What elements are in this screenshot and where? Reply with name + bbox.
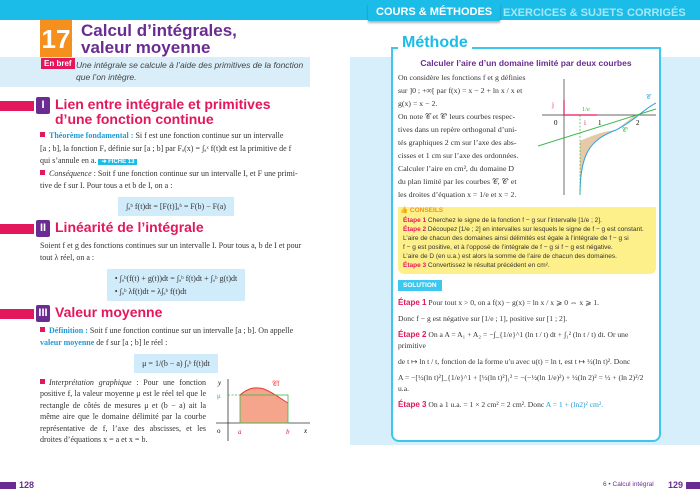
- bullet-icon: [40, 170, 45, 175]
- interpretation-paragraph: Interprétation graphique : Pour une fonction positive f, la valeur moyenne μ est le réel tel que le rectangle de côtés de mesures μ et (b − a) ait la même aire que le domaine délimité par la courbe représentative de f, l’axe des abscisses, et les droites d’équations x = a et x = b.: [40, 377, 206, 444]
- theorem-paragraph: Théorème fondamental : Si f est une fonction continue sur un intervalle [a ; b], la fonction Fₐ définie sur [a ; b] par Fₐ(x) = ∫ₐˣ f(t)dt est la primitive de f qui s’annule en a. ➔ FICHE 13 Conséquence : Soit f une fonction continue sur un intervalle I, et F une primi- tive de f sur I. Pour tous a et b de I, on a :: [40, 131, 298, 190]
- page-marker: [0, 482, 16, 489]
- curve-c-label: 𝒞: [646, 94, 651, 101]
- mu-label: μ: [217, 391, 221, 400]
- formula-box: ∫ₐᵇ f(t)dt = [F(t)]ₐᵇ = F(b) − F(a): [118, 197, 234, 216]
- fiche-link[interactable]: ➔ FICHE 13: [98, 159, 137, 165]
- method-statement: On considère les fonctions f et g définies sur ]0 ; +∞[ par f(x) = x − 2 + ln x / x et g(x) = x − 2. On note 𝒞 et 𝒞′ leurs courbes respec- tives dans un repère orthogonal d’uni- tés graphiques 2 cm sur l’axe des abs- cisses et 1 cm sur l’axe des ordonnées. Calculer l’aire en cm², du domaine D du plan limité par les courbes 𝒞, 𝒞′ et les droites d’équation x = 1/e et x = 2.: [398, 73, 526, 199]
- conseils-title: 👍 CONSEILS: [400, 207, 444, 214]
- page-number: 129: [668, 480, 684, 490]
- formula-box: • ∫ₐᵇ(f(t) + g(t))dt = ∫ₐᵇ f(t)dt + ∫ₐᵇ g(t)dt • ∫ₐᵇ λf(t)dt = λ∫ₐᵇ f(t)dt: [107, 269, 245, 301]
- section-title: Linéarité de l’intégrale: [55, 218, 204, 235]
- origin-label: o: [217, 426, 221, 435]
- tab-cours-methodes[interactable]: COURS & MÉTHODES: [368, 3, 500, 21]
- section-bar: [0, 224, 34, 234]
- inv-e-label: 1/e: [582, 106, 590, 113]
- mean-value-graph: [212, 377, 312, 443]
- bullet-icon: [40, 132, 45, 137]
- tick-2: 2: [636, 119, 640, 127]
- section-title: Lien entre intégrale et primitives d’une fonction continue: [55, 96, 271, 127]
- section-heading: [36, 97, 312, 127]
- method-content: [398, 71, 656, 410]
- method-subtitle: Calculer l’aire d’un domaine limité par deux courbes: [420, 58, 632, 68]
- section-number: II: [36, 220, 50, 237]
- thumbs-up-icon: 👍: [400, 207, 409, 214]
- curve-label: 𝒞f: [272, 379, 280, 388]
- section-bar: [0, 101, 34, 111]
- tab-corriges[interactable]: CORRIGÉS: [627, 7, 686, 19]
- x-label: x: [304, 426, 308, 435]
- bullet-icon: [40, 327, 45, 332]
- y-label: y: [218, 378, 222, 387]
- section-number: I: [36, 97, 50, 114]
- formula-box: μ = 1/(b − a) ∫ₐᵇ f(t)dt: [134, 354, 218, 373]
- section-heading: [36, 220, 312, 237]
- origin-label: 0: [554, 119, 558, 127]
- solution-tag: SOLUTION: [398, 280, 442, 291]
- linearity-paragraph: Soient f et g des fonctions continues sur un intervalle I. Pour tous a, b de I et pour tout λ réel, on a :: [40, 240, 302, 262]
- i-vector-label: i: [584, 119, 586, 127]
- tab-exercices-sujets[interactable]: EXERCICES & SUJETS: [503, 7, 624, 19]
- section-title: Valeur moyenne: [55, 303, 163, 320]
- method-title: Méthode: [398, 34, 472, 52]
- b-label: b: [286, 427, 290, 436]
- section-heading: [36, 305, 312, 322]
- left-column: [40, 93, 312, 446]
- en-bref-text: Une intégrale se calcule à l’aide des primitives de la fonction que l’on intègre.: [76, 60, 304, 82]
- page-number: 128: [19, 480, 35, 490]
- conseils-box: 👍 CONSEILS Étape 1 Cherchez le signe de la fonction f − g sur l’intervalle [1/e ; 2]. Étape 2 Découpez [1/e ; 2] en intervalles sur lesquels le signe de f − g est constant. L’aire de chacun des domaines ainsi délimités est égale à l’intégrale de f − g si f − g est positive, et à l’opposé de l’intégrale de f − g si f − g est négative. L’aire de D (en u.a.) est alors la somme de l’aire de chacun des domaines. Étape 3 Convertissez le résultat précédent en cm².: [398, 207, 656, 274]
- chapter-number: 17: [40, 20, 72, 58]
- footer-chapter: 6 • Calcul intégral: [603, 481, 654, 488]
- j-vector-label: j: [552, 101, 554, 109]
- definition-paragraph: Définition : Soit f une fonction continue sur un intervalle [a ; b]. On appelle valeur moyenne de f sur [a ; b] le réel :: [40, 325, 294, 347]
- section-bar: [0, 309, 34, 319]
- a-label: a: [238, 427, 242, 436]
- tick-1: 1: [598, 119, 602, 127]
- curve-cprime-label: 𝒞′: [622, 127, 629, 134]
- method-graph: [538, 75, 656, 197]
- statement-row: [398, 71, 656, 201]
- page-marker: [686, 482, 700, 489]
- en-bref-tag: En bref: [41, 58, 75, 69]
- chapter-title: Calcul d’intégrales, valeur moyenne: [81, 21, 237, 57]
- section-number: III: [36, 305, 50, 322]
- top-band: [0, 0, 350, 20]
- interpretation-row: [40, 377, 312, 446]
- bullet-icon: [40, 379, 45, 384]
- solution-text: Étape 1 Pour tout x > 0, on a f(x) − g(x) = ln x / x ⩾ 0 ⇔ x ⩾ 1. Donc f − g est négative sur [1/e ; 1], positive sur [1 ; 2]. Étape 2 On a A = A₁ + A₂ = −∫_{1/e}^1 (ln t / t) dt + ∫₁² (ln t / t) dt. Or une primitive de t ↦ ln t / t, fonction de la forme u′u avec u(t) = ln t, est t ↦ ½(ln t)². Donc A = −[½(ln t)²]_{1/e}^1 + [½(ln t)²]₁² = −(−½(ln 1/e)²) + ½(ln 2)² = ½ + (ln 2)²/2 u.a. Étape 3 On a 1 u.a. = 1 × 2 cm² = 2 cm². Donc A = 1 + (ln2)² cm².: [398, 298, 644, 409]
